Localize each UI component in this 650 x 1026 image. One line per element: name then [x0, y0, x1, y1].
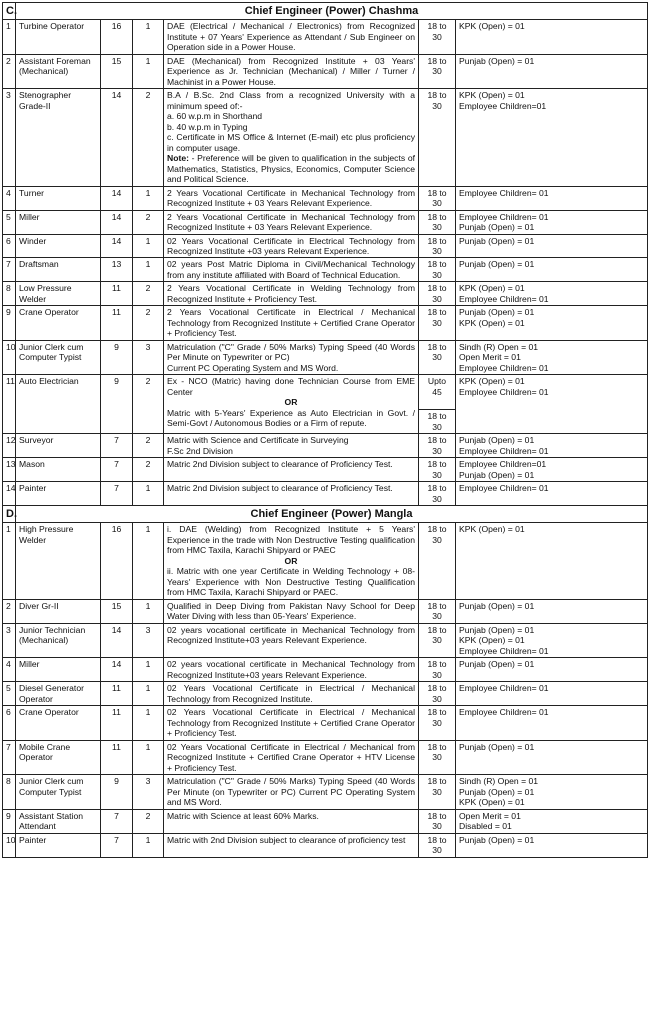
quota-line: Punjab (Open) = 01	[459, 741, 535, 752]
age-limit: 18 to 30	[419, 54, 456, 88]
post-name: Junior Clerk cum Computer Typist	[16, 340, 101, 374]
table-row	[3, 282, 648, 306]
table-row	[3, 523, 648, 599]
quota-line: Sindh (R) Open = 01	[459, 341, 539, 352]
qualification	[164, 706, 419, 740]
quota-line: Employee Children= 01	[459, 683, 549, 694]
age-limit: 18 to 30	[419, 623, 456, 657]
quota-line: Employee Children= 01	[459, 362, 549, 373]
age-limit: 18 to 30	[419, 658, 456, 682]
serial-number: 1	[3, 523, 16, 599]
table-row	[3, 306, 648, 340]
bps-grade: 7	[101, 809, 133, 833]
serial-number: 5	[3, 210, 16, 234]
quota	[456, 682, 648, 706]
table-row	[3, 210, 648, 234]
age-limit: 18 to 30	[419, 186, 456, 210]
qualification-line: 02 Years Vocational Certificate in Electrical Technology from Recognized Institute +03 years Relevant Experience.	[167, 235, 415, 256]
age-limit: 18 to 30	[419, 210, 456, 234]
serial-number: 7	[3, 740, 16, 774]
qualification-line: 02 Years Vocational Certificate in Electrical / Mechanical from Recognized Institute + Certified Crane Operator + HTV License + Proficiency Test.	[167, 741, 415, 773]
quota-line: Disabled = 01	[459, 821, 512, 832]
table-row	[3, 706, 648, 740]
serial-number: 2	[3, 54, 16, 88]
bps-grade: 14	[101, 186, 133, 210]
post-count: 1	[133, 658, 164, 682]
age-limit: 18 to 30	[419, 282, 456, 306]
bps-grade: 9	[101, 775, 133, 809]
post-count: 2	[133, 210, 164, 234]
post-count: 2	[133, 809, 164, 833]
serial-number: 12	[3, 434, 16, 458]
post-name: Auto Electrician	[16, 375, 101, 434]
table-row	[3, 20, 648, 54]
quota-line: Punjab (Open) = 01	[459, 55, 535, 66]
qualification	[164, 282, 419, 306]
post-name: Miller	[16, 658, 101, 682]
age-limit: 18 to 30	[419, 89, 456, 186]
age-limit: 18 to 30	[419, 833, 456, 857]
age-limit-b: 18 to 30	[419, 409, 455, 433]
quota-line: Employee Children=01	[459, 100, 547, 111]
post-count: 1	[133, 234, 164, 258]
quota-line: Punjab (Open) = 01	[459, 659, 535, 670]
age-limit: 18 to 30	[419, 775, 456, 809]
qualification-option-b: ii. Matric with one year Certificate in Welding Technology + 08-Years' Experience with Non Destructive Testing Qualification from HMC Taxila, Karachi Shipyard or PAEC.	[167, 566, 415, 598]
post-name: Junior Clerk cum Computer Typist	[16, 775, 101, 809]
quota-line: KPK (Open) = 01	[459, 21, 525, 32]
quota	[456, 375, 648, 434]
post-name: Junior Technician (Mechanical)	[16, 623, 101, 657]
serial-number: 11	[3, 375, 16, 434]
qualification	[164, 20, 419, 54]
post-count: 1	[133, 740, 164, 774]
quota	[456, 623, 648, 657]
quota-line: Employee Children=01	[459, 459, 547, 470]
quota	[456, 234, 648, 258]
post-count: 2	[133, 306, 164, 340]
age-limit-a: Upto 45	[427, 376, 447, 397]
qualification-line: a. 60 w.p.m in Shorthand	[167, 111, 263, 122]
table-row	[3, 54, 648, 88]
table-row	[3, 482, 648, 506]
qualification-line: DAE (Mechanical) from Recognized Institute + 03 Years' Experience as Jr. Technician (Mechanical) / Miller / Turner / Machinist in a Power House.	[167, 55, 415, 87]
qualification-line: Matric 2nd Division subject to clearance of Proficiency Test.	[167, 483, 393, 494]
qualification-line: Qualified in Deep Diving from Pakistan Navy School for Deep Water Diving with less than 05-Years' Experience.	[167, 600, 415, 622]
qualification-line: 2 Years Vocational Certificate in Mechanical Technology from Recognized Institute + 03 Years Relevant Experience.	[167, 187, 415, 209]
quota	[456, 434, 648, 458]
bps-grade: 14	[101, 623, 133, 657]
quota	[456, 523, 648, 599]
quota-line: Punjab (Open) = 01	[459, 235, 535, 246]
quota	[456, 306, 648, 340]
age-limit: 18 to 30	[419, 599, 456, 623]
table-row	[3, 340, 648, 374]
qualification	[164, 599, 419, 623]
bps-grade: 16	[101, 523, 133, 599]
qualification	[164, 340, 419, 374]
table-row	[3, 258, 648, 282]
quota-line: Open Merit = 01	[459, 352, 521, 363]
bps-grade: 11	[101, 306, 133, 340]
age-limit: 18 to 30	[419, 258, 456, 282]
post-count: 3	[133, 623, 164, 657]
post-count: 1	[133, 599, 164, 623]
post-count: 1	[133, 523, 164, 599]
section-header	[3, 3, 648, 20]
or-separator: OR	[284, 555, 298, 566]
serial-number: 14	[3, 482, 16, 506]
qualification	[164, 89, 419, 186]
quota-line: KPK (Open) = 01	[459, 635, 525, 646]
section-header	[3, 506, 648, 523]
quota-line: KPK (Open) = 01	[459, 797, 525, 808]
age-limit	[419, 375, 456, 434]
section-title: Chief Engineer (Power) Chashma	[16, 3, 648, 20]
quota-line: Employee Children= 01	[459, 211, 549, 222]
serial-number: 3	[3, 89, 16, 186]
serial-number: 8	[3, 282, 16, 306]
quota-line: Employee Children= 01	[459, 645, 549, 656]
bps-grade: 9	[101, 340, 133, 374]
quota	[456, 809, 648, 833]
post-name: Miller	[16, 210, 101, 234]
table-row	[3, 809, 648, 833]
table-row	[3, 458, 648, 482]
serial-number: 9	[3, 306, 16, 340]
quota-line: Employee Children= 01	[459, 293, 549, 304]
quota-line: Punjab (Open) = 01	[459, 222, 535, 233]
post-name: Surveyor	[16, 434, 101, 458]
bps-grade: 11	[101, 282, 133, 306]
table-row	[3, 89, 648, 186]
quota-line: Employee Children= 01	[459, 187, 549, 198]
quota	[456, 258, 648, 282]
quota	[456, 658, 648, 682]
age-limit: 18 to 30	[419, 706, 456, 740]
post-name: Painter	[16, 833, 101, 857]
table-row	[3, 833, 648, 857]
serial-number: 10	[3, 833, 16, 857]
post-name: Diver Gr-II	[16, 599, 101, 623]
post-count: 1	[133, 20, 164, 54]
quota	[456, 599, 648, 623]
bps-grade: 9	[101, 375, 133, 434]
post-count: 3	[133, 775, 164, 809]
quota-line: Punjab (Open) = 01	[459, 786, 535, 797]
table-row	[3, 740, 648, 774]
bps-grade: 15	[101, 599, 133, 623]
quota-line: KPK (Open) = 01	[459, 90, 525, 101]
quota	[456, 20, 648, 54]
age-limit: 18 to 30	[419, 234, 456, 258]
post-count: 1	[133, 833, 164, 857]
qualification-line: 2 Years Vocational Certificate in Electrical / Mechanical Technology from Recognized Institute + Certified Crane Operator + Proficiency Test.	[167, 307, 415, 339]
table-row	[3, 234, 648, 258]
post-name: Winder	[16, 234, 101, 258]
age-limit: 18 to 30	[419, 523, 456, 599]
qualification	[164, 775, 419, 809]
qualification	[164, 482, 419, 506]
quota	[456, 740, 648, 774]
section-label: D.	[3, 506, 16, 523]
qualification-note	[167, 153, 415, 184]
post-name: Crane Operator	[16, 706, 101, 740]
vacancy-table	[2, 2, 648, 858]
quota-line: KPK (Open) = 01	[459, 317, 525, 328]
bps-grade: 14	[101, 234, 133, 258]
bps-grade: 14	[101, 210, 133, 234]
qualification-option-a: i. DAE (Welding) from Recognized Institute + 5 Years' Experience in the trade with Non Destructive Testing qualification from HMC Taxila, Karachi Shipyard or PAEC	[167, 524, 415, 556]
serial-number: 3	[3, 623, 16, 657]
age-limit: 18 to 30	[419, 434, 456, 458]
section-title: Chief Engineer (Power) Mangla	[16, 506, 648, 523]
table-row	[3, 682, 648, 706]
qualification	[164, 234, 419, 258]
post-count: 3	[133, 340, 164, 374]
qualification-line: Matric 2nd Division subject to clearance of Proficiency Test.	[167, 459, 393, 470]
quota-line: Punjab (Open) = 01	[459, 600, 535, 611]
qualification-line: 02 Years Vocational Certificate in Electrical / Mechanical Technology from Recognized Institute.	[167, 683, 415, 704]
post-name: Crane Operator	[16, 306, 101, 340]
qualification-line: Matric with Science and Certificate in Surveying	[167, 435, 349, 446]
serial-number: 6	[3, 234, 16, 258]
serial-number: 4	[3, 186, 16, 210]
qualification-line: 2 Years Vocational Certificate in Mechanical Technology from Recognized Institute + 03 Years Relevant Experience.	[167, 211, 415, 233]
bps-grade: 14	[101, 89, 133, 186]
quota	[456, 186, 648, 210]
post-name: Assistant Foreman (Mechanical)	[16, 54, 101, 88]
post-count: 1	[133, 682, 164, 706]
qualification	[164, 623, 419, 657]
quota	[456, 482, 648, 506]
quota-line: Punjab (Open) = 01	[459, 834, 535, 845]
qualification-line: c. Certificate in MS Office & Internet (E-mail) etc plus proficiency in computer usage.	[167, 132, 415, 153]
bps-grade: 11	[101, 740, 133, 774]
quota	[456, 54, 648, 88]
table-row	[3, 186, 648, 210]
bps-grade: 14	[101, 658, 133, 682]
qualification	[164, 306, 419, 340]
serial-number: 5	[3, 682, 16, 706]
table-row	[3, 623, 648, 657]
post-count: 1	[133, 482, 164, 506]
quota-line: KPK (Open) = 01	[459, 524, 525, 535]
quota	[456, 210, 648, 234]
quota-line: KPK (Open) = 01	[459, 376, 525, 387]
post-name: Stenographer Grade-II	[16, 89, 101, 186]
serial-number: 13	[3, 458, 16, 482]
serial-number: 8	[3, 775, 16, 809]
qualification	[164, 186, 419, 210]
quota	[456, 340, 648, 374]
qualification	[164, 210, 419, 234]
quota-line: Employee Children= 01	[459, 707, 549, 718]
qualification-line: Matric with 2nd Division subject to clearance of proficiency test	[167, 834, 406, 845]
note-label: Note:	[167, 153, 189, 164]
serial-number: 6	[3, 706, 16, 740]
qualification	[164, 54, 419, 88]
qualification-line: 02 years Post Matric Diploma in Civil/Mechanical Technology from any institute affiliated with Board of Technical Education.	[167, 259, 415, 280]
post-count: 1	[133, 258, 164, 282]
qualification	[164, 258, 419, 282]
quota-line: KPK (Open) = 01	[459, 283, 525, 294]
post-name: Turner	[16, 186, 101, 210]
post-name: Draftsman	[16, 258, 101, 282]
bps-grade: 13	[101, 258, 133, 282]
qualification	[164, 740, 419, 774]
quota-line: Punjab (Open) = 01	[459, 259, 535, 270]
qualification	[164, 809, 419, 833]
qualification-option-b: Matric with 5-Years' Experience as Auto Electrician in Govt. / Semi-Govt / Autonomous Bodies or a Firm of repute.	[167, 407, 415, 429]
qualification	[164, 682, 419, 706]
post-name: Painter	[16, 482, 101, 506]
qualification-line: Current PC Operating System and MS Word.	[167, 362, 339, 373]
age-limit: 18 to 30	[419, 20, 456, 54]
quota	[456, 833, 648, 857]
serial-number: 10	[3, 340, 16, 374]
post-name: Mason	[16, 458, 101, 482]
note-text: - Preference will be given to qualification in the subjects of Mathematics, Statistics, Physics, Economics, Computer Science and Political Science.	[167, 153, 415, 185]
quota-line: Punjab (Open) = 01	[459, 624, 535, 635]
age-limit: 18 to 30	[419, 340, 456, 374]
qualification-line: F.Sc 2nd Division	[167, 445, 233, 456]
bps-grade: 7	[101, 434, 133, 458]
age-limit: 18 to 30	[419, 458, 456, 482]
quota	[456, 282, 648, 306]
age-limit: 18 to 30	[419, 740, 456, 774]
post-count: 2	[133, 375, 164, 434]
bps-grade: 11	[101, 682, 133, 706]
qualification-line: DAE (Electrical / Mechanical / Electronics) from Recognized Institute + 07 Years' Experience as Attendant / Sub Engineer on Operation side in a Power House.	[167, 21, 415, 53]
post-name: Mobile Crane Operator	[16, 740, 101, 774]
post-count: 1	[133, 186, 164, 210]
quota-line: Punjab (Open) = 01	[459, 435, 535, 446]
bps-grade: 11	[101, 706, 133, 740]
post-name: Low Pressure Welder	[16, 282, 101, 306]
qualification	[164, 833, 419, 857]
serial-number: 1	[3, 20, 16, 54]
qualification-line: 2 Years Vocational Certificate in Welding Technology from Recognized Institute + Proficiency Test.	[167, 283, 415, 304]
table-row	[3, 599, 648, 623]
post-name: High Pressure Welder	[16, 523, 101, 599]
qualification-option-a: Ex - NCO (Matric) having done Technician Course from EME Center	[167, 376, 415, 397]
qualification	[164, 375, 419, 434]
qualification-line: Matriculation ("C" Grade / 50% Marks) Typing Speed (40 Words Per Minute (on Typewriter or PC) Current PC Operating System and MS Word.	[167, 776, 415, 808]
or-separator: OR	[284, 397, 298, 408]
qualification	[164, 434, 419, 458]
post-count: 2	[133, 89, 164, 186]
qualification-line: Matriculation ("C" Grade / 50% Marks) Typing Speed (40 Words Per Minute on Typewriter or PC)	[167, 341, 415, 363]
serial-number: 4	[3, 658, 16, 682]
quota	[456, 458, 648, 482]
qualification-line: B.A / B.Sc. 2nd Class from a recognized University with a minimum speed of:-	[167, 90, 415, 111]
quota-line: Employee Children= 01	[459, 483, 549, 494]
bps-grade: 15	[101, 54, 133, 88]
quota	[456, 775, 648, 809]
table-row	[3, 434, 648, 458]
age-limit: 18 to 30	[419, 306, 456, 340]
qualification-line: 02 years vocational certificate in Mechanical Technology from Recognized Institute+03 years Relevant Experience.	[167, 624, 415, 646]
qualification-line: b. 40 w.p.m in Typing	[167, 121, 248, 132]
post-count: 1	[133, 706, 164, 740]
qualification-line: 02 Years Vocational Certificate in Electrical / Mechanical Technology from Recognized Institute + Certified Crane Operator + Proficiency Test.	[167, 707, 415, 739]
bps-grade: 7	[101, 482, 133, 506]
table-row	[3, 658, 648, 682]
bps-grade: 7	[101, 458, 133, 482]
quota-line: Employee Children= 01	[459, 445, 549, 456]
section-label: C.	[3, 3, 16, 20]
post-name: Turbine Operator	[16, 20, 101, 54]
post-name: Diesel Generator Operator	[16, 682, 101, 706]
quota-line: Sindh (R) Open = 01	[459, 776, 539, 787]
vacancy-table-body	[3, 3, 648, 858]
post-count: 1	[133, 54, 164, 88]
serial-number: 7	[3, 258, 16, 282]
post-count: 2	[133, 434, 164, 458]
serial-number: 9	[3, 809, 16, 833]
qualification	[164, 523, 419, 599]
age-limit: 18 to 30	[419, 682, 456, 706]
qualification	[164, 658, 419, 682]
age-limit: 18 to 30	[419, 809, 456, 833]
quota-line: Employee Children= 01	[459, 386, 549, 397]
post-count: 2	[133, 282, 164, 306]
qualification-line: Matric with Science at least 60% Marks.	[167, 810, 319, 821]
age-limit: 18 to 30	[419, 482, 456, 506]
table-row	[3, 375, 648, 434]
serial-number: 2	[3, 599, 16, 623]
quota-line: Open Merit = 01	[459, 810, 521, 821]
quota-line: Punjab (Open) = 01	[459, 469, 535, 480]
quota	[456, 706, 648, 740]
bps-grade: 7	[101, 833, 133, 857]
qualification	[164, 458, 419, 482]
table-row	[3, 775, 648, 809]
quota	[456, 89, 648, 186]
qualification-line: 02 years vocational certificate in Mechanical Technology from Recognized Institute+03 years Relevant Experience.	[167, 659, 415, 680]
post-name: Assistant Station Attendant	[16, 809, 101, 833]
bps-grade: 16	[101, 20, 133, 54]
quota-line: Punjab (Open) = 01	[459, 307, 535, 318]
post-count: 2	[133, 458, 164, 482]
